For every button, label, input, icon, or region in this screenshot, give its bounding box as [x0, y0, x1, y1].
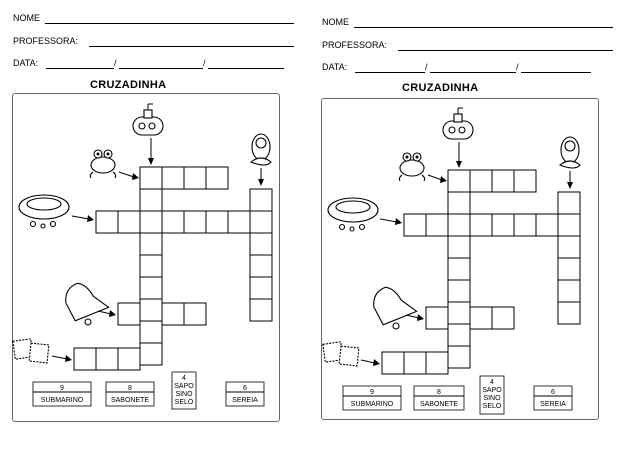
word-bank-word: SINO — [483, 395, 501, 402]
grid-cell[interactable] — [448, 214, 470, 236]
stamp-icon — [323, 342, 380, 366]
grid-cell[interactable] — [492, 307, 514, 329]
word-bank — [33, 372, 264, 409]
crossword-grid — [74, 167, 272, 370]
grid-cell[interactable] — [162, 303, 184, 325]
word-bank-word: SAPO — [482, 387, 502, 394]
grid-cell[interactable] — [140, 233, 162, 255]
crossword-art — [310, 0, 640, 452]
grid-cell[interactable] — [118, 211, 140, 233]
stamp-icon — [13, 339, 72, 363]
grid-cell[interactable] — [228, 211, 250, 233]
date-separator: / — [203, 58, 206, 68]
grid-cell[interactable] — [448, 192, 470, 214]
grid-cell[interactable] — [558, 192, 580, 214]
grid-cell[interactable] — [162, 167, 184, 189]
name-label: NOME — [13, 13, 40, 23]
word-bank-word: SUBMARINO — [350, 401, 394, 408]
teacher-label: PROFESSORA: — [13, 36, 79, 46]
date-separator: / — [114, 58, 117, 68]
grid-cell[interactable] — [250, 189, 272, 211]
date-label: DATA: — [322, 62, 348, 72]
word-count: 6 — [551, 389, 555, 396]
grid-cell[interactable] — [140, 277, 162, 299]
word-count: 8 — [128, 385, 132, 392]
grid-cell[interactable] — [448, 280, 470, 302]
grid-cell[interactable] — [536, 214, 558, 236]
grid-cell[interactable] — [492, 170, 514, 192]
grid-cell[interactable] — [140, 211, 162, 233]
grid-cell[interactable] — [404, 214, 426, 236]
frog-icon — [399, 153, 447, 183]
grid-cell[interactable] — [250, 277, 272, 299]
grid-cell[interactable] — [448, 324, 470, 346]
grid-cell[interactable] — [470, 214, 492, 236]
word-bank-word: SUBMARINO — [40, 397, 84, 404]
grid-cell[interactable] — [470, 170, 492, 192]
word-count: 4 — [490, 379, 494, 386]
grid-cell[interactable] — [140, 167, 162, 189]
grid-cell[interactable] — [74, 348, 96, 370]
word-bank-word: SELO — [482, 403, 502, 410]
frog-icon — [90, 150, 139, 180]
word-count: 4 — [182, 375, 186, 382]
grid-cell[interactable] — [448, 302, 470, 324]
grid-cell[interactable] — [118, 348, 140, 370]
grid-cell[interactable] — [140, 299, 162, 321]
grid-cell[interactable] — [448, 258, 470, 280]
grid-cell[interactable] — [250, 255, 272, 277]
submarine-icon — [443, 108, 473, 168]
grid-cell[interactable] — [184, 211, 206, 233]
grid-cell[interactable] — [558, 280, 580, 302]
grid-cell[interactable] — [184, 303, 206, 325]
word-count: 9 — [370, 389, 374, 396]
grid-cell[interactable] — [162, 211, 184, 233]
word-count: 9 — [60, 385, 64, 392]
word-bank-word: SEREIA — [232, 397, 258, 404]
word-bank-word: SINO — [175, 391, 193, 398]
grid-cell[interactable] — [448, 346, 470, 368]
grid-cell[interactable] — [382, 352, 404, 374]
word-bank — [343, 376, 572, 414]
grid-cell[interactable] — [558, 302, 580, 324]
grid-cell[interactable] — [492, 214, 514, 236]
word-bank-word: SAPO — [174, 383, 194, 390]
grid-cell[interactable] — [96, 211, 118, 233]
word-count: 6 — [243, 385, 247, 392]
date-separator: / — [425, 62, 428, 72]
date-separator: / — [516, 62, 519, 72]
soap-icon — [328, 198, 402, 231]
name-label: NOME — [322, 17, 349, 27]
grid-cell[interactable] — [206, 167, 228, 189]
grid-cell[interactable] — [558, 236, 580, 258]
grid-cell[interactable] — [250, 299, 272, 321]
grid-cell[interactable] — [206, 211, 228, 233]
grid-cell[interactable] — [448, 170, 470, 192]
grid-cell[interactable] — [558, 214, 580, 236]
grid-cell[interactable] — [140, 189, 162, 211]
grid-cell[interactable] — [448, 236, 470, 258]
grid-cell[interactable] — [250, 211, 272, 233]
grid-cell[interactable] — [426, 307, 448, 329]
bell-icon — [61, 276, 116, 325]
word-count: 8 — [437, 389, 441, 396]
mermaid-icon — [560, 137, 580, 189]
word-bank-word: SELO — [174, 399, 194, 406]
grid-cell[interactable] — [426, 352, 448, 374]
grid-cell[interactable] — [250, 233, 272, 255]
teacher-label: PROFESSORA: — [322, 40, 388, 50]
page-title: CRUZADINHA — [402, 82, 479, 94]
grid-cell[interactable] — [514, 170, 536, 192]
grid-cell[interactable] — [514, 214, 536, 236]
submarine-icon — [133, 104, 163, 165]
grid-cell[interactable] — [404, 352, 426, 374]
grid-cell[interactable] — [426, 214, 448, 236]
word-bank-word: SABONETE — [419, 401, 459, 408]
grid-cell[interactable] — [96, 348, 118, 370]
worksheet-right — [310, 0, 630, 452]
grid-cell[interactable] — [118, 303, 140, 325]
soap-icon — [19, 195, 94, 228]
grid-cell[interactable] — [184, 167, 206, 189]
grid-cell[interactable] — [558, 258, 580, 280]
crossword-grid — [382, 170, 580, 374]
grid-cell[interactable] — [470, 307, 492, 329]
mermaid-icon — [251, 134, 271, 186]
page-title: CRUZADINHA — [90, 79, 167, 91]
date-label: DATA: — [13, 58, 39, 68]
bell-icon — [369, 280, 424, 329]
grid-cell[interactable] — [140, 321, 162, 343]
word-bank-word: SEREIA — [540, 401, 566, 408]
grid-cell[interactable] — [140, 343, 162, 365]
grid-cell[interactable] — [140, 255, 162, 277]
word-bank-word: SABONETE — [110, 397, 150, 404]
